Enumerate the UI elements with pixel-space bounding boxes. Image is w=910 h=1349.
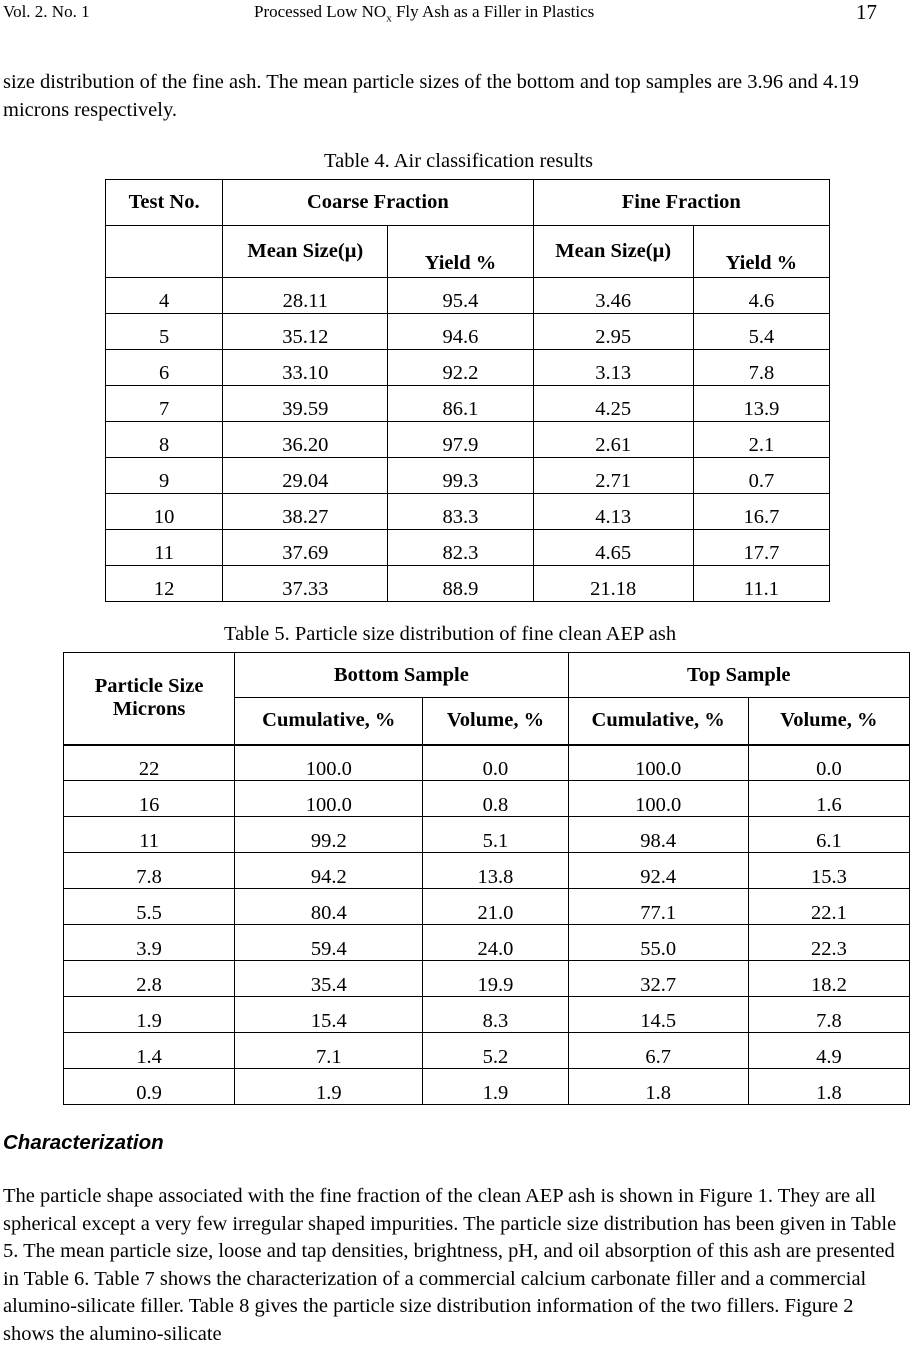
table-cell: 7.1 <box>235 1033 423 1069</box>
table-cell: 9 <box>106 458 223 494</box>
body-paragraph: The particle shape associated with the fine fraction of the clean AEP ash is shown in Figure 1. They are all spherical except a very few irregular shaped impurities. The particle size distribution has been given in Table 5. The mean particle size, loose and tap densities, brightness, pH, and oil absorption of this ash are presented in Table 6. Table 7 shows the characterization of a commercial calcium carbonate filler and a commercial alumino-silicate filler. Table 8 gives the particle size distribution information of the two fillers. Figure 2 shows the alumino-silicate <box>3 1185 897 1345</box>
table-cell: 35.4 <box>235 961 423 997</box>
table-cell: 2.8 <box>64 961 235 997</box>
table-cell: 6 <box>106 350 223 386</box>
table-cell: 12 <box>106 566 223 602</box>
table-row <box>64 745 910 781</box>
table-row <box>64 961 910 997</box>
table-cell: 38.27 <box>223 494 388 530</box>
header-top-sample: Top Sample <box>568 653 909 698</box>
table-cell: 3.13 <box>533 350 693 386</box>
table-row <box>64 925 910 961</box>
header-test-no: Test No. <box>106 180 223 226</box>
section-heading: Characterization <box>3 1131 164 1154</box>
table-cell: 14.5 <box>568 997 748 1033</box>
table-cell: 19.9 <box>423 961 568 997</box>
table-row <box>64 997 910 1033</box>
table-cell: 21.0 <box>423 889 568 925</box>
table-cell: 99.2 <box>235 817 423 853</box>
table-cell: 7.8 <box>748 997 909 1033</box>
table4-caption: Table 4. Air classification results <box>324 150 593 172</box>
table-cell: 4.6 <box>693 278 829 314</box>
table-cell: 1.4 <box>64 1033 235 1069</box>
table-cell: 7 <box>106 386 223 422</box>
table-cell: 24.0 <box>423 925 568 961</box>
table-cell: 94.6 <box>388 314 533 350</box>
table-cell: 4.9 <box>748 1033 909 1069</box>
table-cell: 100.0 <box>235 745 423 781</box>
table-row <box>64 1033 910 1069</box>
table-cell: 7.8 <box>64 853 235 889</box>
table-cell: 2.71 <box>533 458 693 494</box>
table-cell: 86.1 <box>388 386 533 422</box>
table-cell: 0.7 <box>693 458 829 494</box>
table-cell: 3.46 <box>533 278 693 314</box>
running-title-rest: Fly Ash as a Filler in Plastics <box>391 2 595 21</box>
table-row <box>106 422 830 458</box>
table-cell: 2.61 <box>533 422 693 458</box>
table-cell: 6.1 <box>748 817 909 853</box>
table-cell: 88.9 <box>388 566 533 602</box>
table-row <box>64 781 910 817</box>
table-cell: 2.1 <box>693 422 829 458</box>
table-cell: 0.8 <box>423 781 568 817</box>
table-cell: 0.9 <box>64 1069 235 1105</box>
table-cell: 5.1 <box>423 817 568 853</box>
table-cell: 92.2 <box>388 350 533 386</box>
table-cell: 4 <box>106 278 223 314</box>
header-top-volume: Volume, % <box>748 698 909 745</box>
intro-paragraph: size distribution of the fine ash. The mean particle sizes of the bottom and top samples are 3.96 and 4.19 microns respectively. <box>3 71 859 121</box>
table-cell: 37.69 <box>223 530 388 566</box>
header-coarse-yield: Yield % <box>388 226 533 278</box>
table-cell: 5.4 <box>693 314 829 350</box>
table-cell: 16.7 <box>693 494 829 530</box>
header-fine-yield: Yield % <box>693 226 829 278</box>
header-bottom-cumulative: Cumulative, % <box>235 698 423 745</box>
header-top-cumulative: Cumulative, % <box>568 698 748 745</box>
table5-particle-size-distribution <box>63 652 910 1105</box>
table-cell: 1.8 <box>748 1069 909 1105</box>
running-title <box>254 2 594 24</box>
table-cell: 59.4 <box>235 925 423 961</box>
table-cell: 94.2 <box>235 853 423 889</box>
table-cell: 83.3 <box>388 494 533 530</box>
table-cell: 15.4 <box>235 997 423 1033</box>
table-cell: 95.4 <box>388 278 533 314</box>
table-cell: 36.20 <box>223 422 388 458</box>
table-cell: 16 <box>64 781 235 817</box>
table-cell: 13.8 <box>423 853 568 889</box>
table-cell: 5.2 <box>423 1033 568 1069</box>
table-cell: 100.0 <box>235 781 423 817</box>
table-cell: 100.0 <box>568 745 748 781</box>
table-row <box>64 889 910 925</box>
table-cell: 2.95 <box>533 314 693 350</box>
table-cell: 6.7 <box>568 1033 748 1069</box>
table-cell: 82.3 <box>388 530 533 566</box>
header-fine-mean-size: Mean Size(μ) <box>533 226 693 278</box>
table-row <box>106 350 830 386</box>
header-bottom-sample: Bottom Sample <box>235 653 568 698</box>
table-cell: 5 <box>106 314 223 350</box>
table-cell: 22.3 <box>748 925 909 961</box>
table-row <box>106 494 830 530</box>
running-header <box>0 0 910 26</box>
table-row <box>106 314 830 350</box>
table-cell: 29.04 <box>223 458 388 494</box>
table-cell: 33.10 <box>223 350 388 386</box>
running-title-subscript: x <box>386 12 392 25</box>
table-cell: 22 <box>64 745 235 781</box>
table-cell: 8 <box>106 422 223 458</box>
table-cell: 0.0 <box>423 745 568 781</box>
table-cell: 17.7 <box>693 530 829 566</box>
table-cell: 1.8 <box>568 1069 748 1105</box>
table4-subheader-row <box>106 226 830 278</box>
running-title-main: Processed Low NO <box>254 2 387 21</box>
journal-volume: Vol. 2. No. 1 <box>3 2 90 21</box>
header-particle-size-line2: Microns <box>112 698 186 721</box>
table-cell: 97.9 <box>388 422 533 458</box>
table-row <box>64 817 910 853</box>
table-cell: 11.1 <box>693 566 829 602</box>
table-row <box>106 278 830 314</box>
table-cell: 11 <box>64 817 235 853</box>
table-cell: 13.9 <box>693 386 829 422</box>
table-cell: 10 <box>106 494 223 530</box>
table4-header-row <box>106 180 830 226</box>
table-cell: 4.13 <box>533 494 693 530</box>
header-empty-cell <box>106 226 223 278</box>
table-cell: 22.1 <box>748 889 909 925</box>
table-cell: 98.4 <box>568 817 748 853</box>
table-cell: 92.4 <box>568 853 748 889</box>
header-particle-size <box>64 653 235 745</box>
table5-caption: Table 5. Particle size distribution of fine clean AEP ash <box>224 623 677 645</box>
table-cell: 5.5 <box>64 889 235 925</box>
table-cell: 18.2 <box>748 961 909 997</box>
table-cell: 55.0 <box>568 925 748 961</box>
table-row <box>64 853 910 889</box>
header-particle-size-line1: Particle Size <box>94 675 204 698</box>
table-row <box>64 1069 910 1105</box>
table-cell: 4.65 <box>533 530 693 566</box>
table-cell: 80.4 <box>235 889 423 925</box>
table-row <box>106 458 830 494</box>
table-cell: 77.1 <box>568 889 748 925</box>
table-cell: 32.7 <box>568 961 748 997</box>
table-cell: 4.25 <box>533 386 693 422</box>
table-cell: 1.9 <box>423 1069 568 1105</box>
table-cell: 1.9 <box>64 997 235 1033</box>
table-cell: 1.6 <box>748 781 909 817</box>
table-cell: 8.3 <box>423 997 568 1033</box>
table-cell: 37.33 <box>223 566 388 602</box>
table-cell: 0.0 <box>748 745 909 781</box>
table-cell: 1.9 <box>235 1069 423 1105</box>
header-coarse-fraction: Coarse Fraction <box>223 180 533 226</box>
table-cell: 11 <box>106 530 223 566</box>
table-cell: 99.3 <box>388 458 533 494</box>
table-cell: 35.12 <box>223 314 388 350</box>
table-cell: 15.3 <box>748 853 909 889</box>
table5-header-row <box>64 653 910 698</box>
header-coarse-mean-size: Mean Size(μ) <box>223 226 388 278</box>
table-row <box>106 386 830 422</box>
table-row <box>106 566 830 602</box>
table-cell: 39.59 <box>223 386 388 422</box>
table-cell: 7.8 <box>693 350 829 386</box>
table-row <box>106 530 830 566</box>
table-cell: 100.0 <box>568 781 748 817</box>
table4-air-classification <box>105 179 830 602</box>
table-cell: 28.11 <box>223 278 388 314</box>
table-cell: 21.18 <box>533 566 693 602</box>
header-bottom-volume: Volume, % <box>423 698 568 745</box>
header-fine-fraction: Fine Fraction <box>533 180 829 226</box>
table-cell: 3.9 <box>64 925 235 961</box>
page-number: 17 <box>856 0 877 24</box>
